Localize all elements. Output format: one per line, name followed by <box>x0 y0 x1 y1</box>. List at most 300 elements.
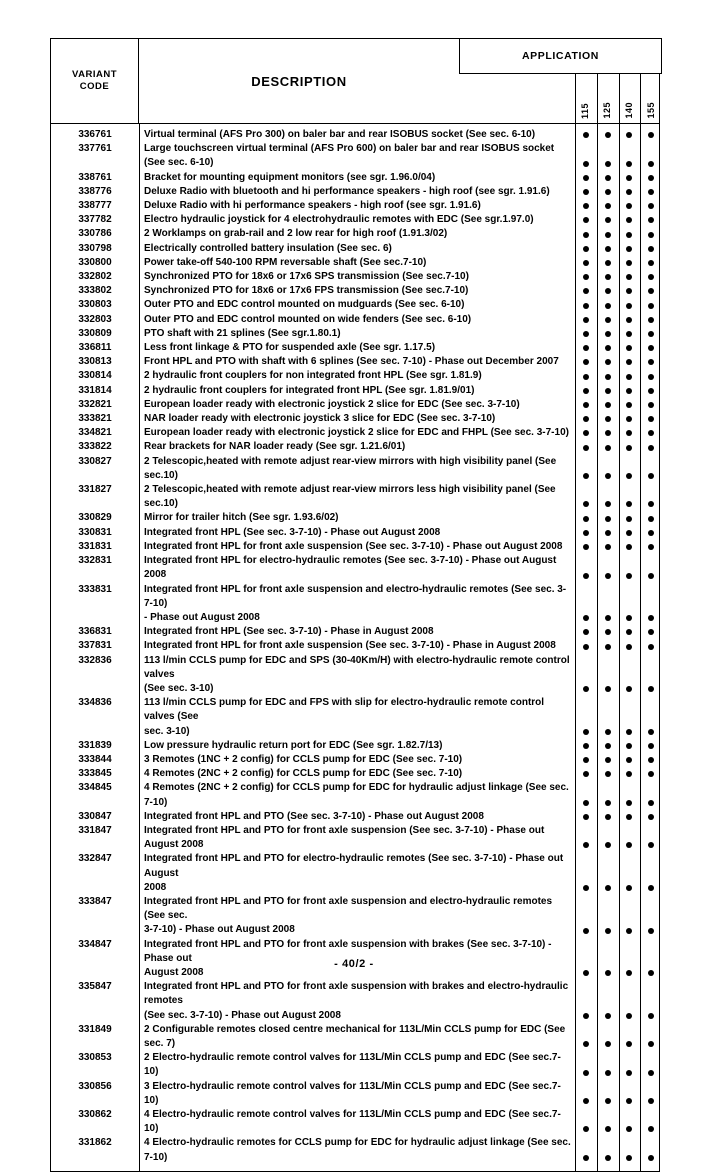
application-cell-125 <box>597 1080 619 1108</box>
filled-dot-icon <box>648 232 654 238</box>
variant-code-cell: 333821 <box>78 413 112 425</box>
application-cell-140 <box>619 639 641 653</box>
application-cell-155 <box>640 426 662 440</box>
application-cell-140 <box>619 1108 641 1136</box>
filled-dot-icon <box>626 1070 632 1076</box>
filled-dot-icon <box>583 274 589 280</box>
variant-code-cell: 332831 <box>78 555 112 567</box>
application-cell-115 <box>575 242 597 256</box>
application-cell-125 <box>597 213 619 227</box>
application-cell-140 <box>619 128 641 142</box>
table-row <box>51 327 659 341</box>
filled-dot-icon <box>626 303 632 309</box>
description-cell <box>139 284 575 298</box>
filled-dot-icon <box>626 331 632 337</box>
application-cell-155 <box>640 852 662 895</box>
variant-code-cell: 333845 <box>78 768 112 780</box>
description-cell <box>139 625 575 639</box>
application-cell-125 <box>597 199 619 213</box>
filled-dot-icon <box>583 729 589 735</box>
table-header <box>51 39 659 124</box>
description-cell <box>139 824 575 852</box>
application-cells <box>575 171 662 185</box>
table-row <box>51 767 659 781</box>
application-cell-155 <box>640 483 662 511</box>
description-line: Front HPL and PTO with shaft with 6 splines (See sec. 7-10) - Phase out December 2007 <box>144 356 559 368</box>
table-row <box>51 412 659 426</box>
filled-dot-icon <box>626 402 632 408</box>
header-application-column-label: 125 <box>602 102 613 119</box>
application-cell-140 <box>619 199 641 213</box>
filled-dot-icon <box>648 217 654 223</box>
application-cell-140 <box>619 810 641 824</box>
description-line: Integrated front HPL for front axle suspension and electro-hydraulic remotes (See sec. 3-7-10) <box>144 583 567 609</box>
application-cell-140 <box>619 895 641 938</box>
application-cell-115 <box>575 980 597 1023</box>
filled-dot-icon <box>648 1070 654 1076</box>
description-line: NAR loader ready with electronic joystick 3 slice for EDC (See sec. 3-7-10) <box>144 413 496 425</box>
application-cells <box>575 455 662 483</box>
application-cells <box>575 639 662 653</box>
application-cell-115 <box>575 1051 597 1079</box>
application-cells <box>575 384 662 398</box>
variant-code-cell: 331827 <box>78 484 112 496</box>
application-cell-155 <box>640 412 662 426</box>
description-line: 2 Telescopic,heated with remote adjust rear-view mirrors with high visibility panel (See sec.10) <box>144 455 557 481</box>
description-cell <box>139 583 575 626</box>
description-line: (See sec. 3-10) <box>144 682 214 694</box>
filled-dot-icon <box>583 260 589 266</box>
application-cell-140 <box>619 355 641 369</box>
filled-dot-icon <box>648 203 654 209</box>
application-cell-115 <box>575 1023 597 1051</box>
description-line: (See sec. 3-7-10) - Phase out August 2008 <box>144 1009 341 1021</box>
description-cell <box>139 1051 575 1079</box>
variant-code-cell: 330786 <box>78 228 112 240</box>
filled-dot-icon <box>583 970 589 976</box>
description-line: European loader ready with electronic joystick 2 slice for EDC (See sec. 3-7-10) <box>144 398 520 410</box>
application-cells <box>575 852 662 895</box>
table-row <box>51 242 659 256</box>
filled-dot-icon <box>626 743 632 749</box>
application-cells <box>575 767 662 781</box>
variant-code-cell: 330809 <box>78 327 112 339</box>
table-row <box>51 199 659 213</box>
filled-dot-icon <box>605 132 611 138</box>
header-application-column-155 <box>640 74 662 123</box>
filled-dot-icon <box>626 317 632 323</box>
variant-code-cell: 335847 <box>78 981 112 993</box>
application-cells <box>575 142 662 170</box>
description-line: Synchronized PTO for 18x6 or 17x6 FPS transmission (See sec.7-10) <box>144 285 469 297</box>
description-cell <box>139 767 575 781</box>
description-line: Bracket for mounting equipment monitors (see sgr. 1.96.0/04) <box>144 171 436 183</box>
description-cell <box>139 781 575 809</box>
application-cell-155 <box>640 227 662 241</box>
application-cells <box>575 1136 662 1164</box>
application-cell-125 <box>597 142 619 170</box>
description-line: 4 Remotes (2NC + 2 config) for CCLS pump for EDC for hydraulic adjust linkage (See sec. 7-10) <box>144 782 569 808</box>
table-row <box>51 185 659 199</box>
application-cell-140 <box>619 327 641 341</box>
description-line: 2 hydraulic front couplers for integrated front HPL (See sgr. 1.81.9/01) <box>144 384 475 396</box>
filled-dot-icon <box>648 629 654 635</box>
filled-dot-icon <box>648 729 654 735</box>
filled-dot-icon <box>605 928 611 934</box>
description-cell <box>139 341 575 355</box>
application-cells <box>575 753 662 767</box>
header-application-columns <box>575 74 662 123</box>
filled-dot-icon <box>648 644 654 650</box>
application-cell-155 <box>640 128 662 142</box>
application-cell-125 <box>597 298 619 312</box>
filled-dot-icon <box>605 331 611 337</box>
filled-dot-icon <box>583 757 589 763</box>
filled-dot-icon <box>626 445 632 451</box>
filled-dot-icon <box>648 402 654 408</box>
application-cell-140 <box>619 412 641 426</box>
application-cell-140 <box>619 341 641 355</box>
filled-dot-icon <box>626 274 632 280</box>
application-cell-155 <box>640 554 662 582</box>
filled-dot-icon <box>605 814 611 820</box>
application-cell-115 <box>575 654 597 697</box>
variant-code-cell: 334821 <box>78 427 112 439</box>
application-cell-115 <box>575 398 597 412</box>
application-cells <box>575 824 662 852</box>
filled-dot-icon <box>626 430 632 436</box>
application-cells <box>575 242 662 256</box>
header-application-box <box>459 38 662 74</box>
description-cell <box>139 242 575 256</box>
application-cell-125 <box>597 810 619 824</box>
application-cell-155 <box>640 696 662 739</box>
filled-dot-icon <box>583 232 589 238</box>
filled-dot-icon <box>648 771 654 777</box>
description-line: Mirror for trailer hitch (See sgr. 1.93.6/02) <box>144 512 339 524</box>
description-line: Low pressure hydraulic return port for EDC (See sgr. 1.82.7/13) <box>144 739 443 751</box>
table-row <box>51 341 659 355</box>
description-line: 113 l/min CCLS pump for EDC and FPS with slip for electro-hydraulic remote control valves (See <box>144 697 545 723</box>
table-row <box>51 540 659 554</box>
table-row <box>51 554 659 582</box>
description-cell <box>139 199 575 213</box>
description-line: (See sec. 6-10) <box>144 157 214 169</box>
variant-code-cell: 330829 <box>78 512 112 524</box>
description-cell <box>139 398 575 412</box>
application-cell-115 <box>575 511 597 525</box>
filled-dot-icon <box>626 260 632 266</box>
filled-dot-icon <box>626 175 632 181</box>
variant-code-cell: 332847 <box>78 853 112 865</box>
table-row <box>51 625 659 639</box>
application-cell-125 <box>597 753 619 767</box>
application-cell-155 <box>640 1051 662 1079</box>
application-cell-140 <box>619 313 641 327</box>
application-cell-125 <box>597 824 619 852</box>
filled-dot-icon <box>626 288 632 294</box>
header-application-column-140 <box>619 74 641 123</box>
filled-dot-icon <box>583 303 589 309</box>
application-cell-115 <box>575 227 597 241</box>
description-line: 4 Remotes (2NC + 2 config) for CCLS pump for EDC (See sec. 7-10) <box>144 768 463 780</box>
filled-dot-icon <box>583 1098 589 1104</box>
filled-dot-icon <box>626 516 632 522</box>
application-cell-115 <box>575 1080 597 1108</box>
filled-dot-icon <box>626 232 632 238</box>
filled-dot-icon <box>583 573 589 579</box>
table-row <box>51 398 659 412</box>
table-row <box>51 313 659 327</box>
description-cell <box>139 327 575 341</box>
filled-dot-icon <box>605 189 611 195</box>
description-line: Deluxe Radio with bluetooth and hi performance speakers - high roof (see sgr. 1.91.6) <box>144 185 550 197</box>
filled-dot-icon <box>605 644 611 650</box>
application-cell-115 <box>575 753 597 767</box>
table-row <box>51 142 659 170</box>
description-cell <box>139 256 575 270</box>
description-line: 2 Telescopic,heated with remote adjust rear-view mirrors less high visibility panel (See sec.10) <box>144 484 556 510</box>
description-line: Virtual terminal (AFS Pro 300) on baler bar and rear ISOBUS socket (See sec. 6-10) <box>144 129 536 140</box>
application-cell-115 <box>575 767 597 781</box>
filled-dot-icon <box>626 629 632 635</box>
filled-dot-icon <box>648 928 654 934</box>
filled-dot-icon <box>648 175 654 181</box>
variant-code-cell: 330814 <box>78 370 112 382</box>
application-cell-140 <box>619 554 641 582</box>
filled-dot-icon <box>605 246 611 252</box>
filled-dot-icon <box>648 615 654 621</box>
filled-dot-icon <box>626 217 632 223</box>
filled-dot-icon <box>605 203 611 209</box>
filled-dot-icon <box>626 615 632 621</box>
application-cell-115 <box>575 739 597 753</box>
application-cell-125 <box>597 696 619 739</box>
table-row <box>51 739 659 753</box>
application-cell-115 <box>575 213 597 227</box>
application-cell-140 <box>619 256 641 270</box>
filled-dot-icon <box>626 800 632 806</box>
description-line: Integrated front HPL and PTO for front axle suspension (See sec. 3-7-10) - Phase out August 2008 <box>144 824 545 851</box>
filled-dot-icon <box>648 1155 654 1161</box>
description-cell <box>139 654 575 697</box>
application-cell-155 <box>640 1023 662 1051</box>
filled-dot-icon <box>605 544 611 550</box>
application-cell-125 <box>597 185 619 199</box>
application-cell-140 <box>619 1023 641 1051</box>
application-cell-125 <box>597 355 619 369</box>
application-cells <box>575 213 662 227</box>
filled-dot-icon <box>605 1013 611 1019</box>
application-cell-125 <box>597 426 619 440</box>
description-cell <box>139 171 575 185</box>
filled-dot-icon <box>648 374 654 380</box>
filled-dot-icon <box>626 416 632 422</box>
description-cell <box>139 355 575 369</box>
application-cell-140 <box>619 185 641 199</box>
filled-dot-icon <box>648 743 654 749</box>
variant-code-cell: 330800 <box>78 256 112 268</box>
application-cell-155 <box>640 171 662 185</box>
filled-dot-icon <box>648 516 654 522</box>
application-cell-140 <box>619 540 641 554</box>
application-cell-155 <box>640 199 662 213</box>
application-cell-115 <box>575 1136 597 1164</box>
filled-dot-icon <box>605 501 611 507</box>
filled-dot-icon <box>605 686 611 692</box>
application-cell-125 <box>597 284 619 298</box>
filled-dot-icon <box>583 885 589 891</box>
description-cell <box>139 298 575 312</box>
application-cell-115 <box>575 313 597 327</box>
application-cell-115 <box>575 426 597 440</box>
table-row <box>51 810 659 824</box>
application-cell-155 <box>640 1136 662 1164</box>
application-cell-155 <box>640 810 662 824</box>
description-cell <box>139 455 575 483</box>
application-cell-140 <box>619 739 641 753</box>
table-row <box>51 455 659 483</box>
application-cell-155 <box>640 142 662 170</box>
application-cells <box>575 483 662 511</box>
application-cell-115 <box>575 1108 597 1136</box>
table-row <box>51 128 659 142</box>
application-cells <box>575 554 662 582</box>
variant-code-cell: 330847 <box>78 810 112 822</box>
variant-code-cell: 333831 <box>78 583 112 595</box>
filled-dot-icon <box>626 388 632 394</box>
description-cell <box>139 384 575 398</box>
application-cell-155 <box>640 895 662 938</box>
application-cell-155 <box>640 1108 662 1136</box>
filled-dot-icon <box>583 388 589 394</box>
table-row <box>51 256 659 270</box>
application-cell-125 <box>597 554 619 582</box>
application-cell-155 <box>640 455 662 483</box>
application-cell-115 <box>575 369 597 383</box>
application-cell-155 <box>640 284 662 298</box>
filled-dot-icon <box>605 885 611 891</box>
application-cell-140 <box>619 426 641 440</box>
filled-dot-icon <box>583 629 589 635</box>
description-line: Outer PTO and EDC control mounted on wide fenders (See sec. 6-10) <box>144 313 472 325</box>
filled-dot-icon <box>605 274 611 280</box>
variant-code-cell: 332821 <box>78 398 112 410</box>
application-cell-125 <box>597 583 619 626</box>
table-row <box>51 824 659 852</box>
variant-code-cell: 331849 <box>78 1023 112 1035</box>
application-cell-140 <box>619 227 641 241</box>
filled-dot-icon <box>626 374 632 380</box>
table-row <box>51 227 659 241</box>
variant-code-cell: 331839 <box>78 739 112 751</box>
variant-code-cell: 332836 <box>78 654 112 666</box>
application-cell-155 <box>640 384 662 398</box>
application-cell-155 <box>640 654 662 697</box>
filled-dot-icon <box>583 189 589 195</box>
application-cell-140 <box>619 625 641 639</box>
filled-dot-icon <box>583 1070 589 1076</box>
filled-dot-icon <box>605 516 611 522</box>
application-cell-115 <box>575 185 597 199</box>
filled-dot-icon <box>648 842 654 848</box>
filled-dot-icon <box>626 686 632 692</box>
application-cells <box>575 980 662 1023</box>
description-line: 4 Electro-hydraulic remotes for CCLS pump for EDC for hydraulic adjust linkage (See sec. 7-10) <box>144 1137 571 1163</box>
application-cells <box>575 270 662 284</box>
application-cell-125 <box>597 526 619 540</box>
application-cell-115 <box>575 128 597 142</box>
application-cell-115 <box>575 625 597 639</box>
variant-code-cell: 331831 <box>78 540 112 552</box>
application-cell-115 <box>575 256 597 270</box>
filled-dot-icon <box>605 729 611 735</box>
filled-dot-icon <box>583 416 589 422</box>
filled-dot-icon <box>605 970 611 976</box>
table-row <box>51 369 659 383</box>
header-variant-code-line1: VARIANT <box>71 69 118 81</box>
application-cell-115 <box>575 824 597 852</box>
filled-dot-icon <box>648 1098 654 1104</box>
filled-dot-icon <box>605 416 611 422</box>
application-cell-140 <box>619 284 641 298</box>
table-body <box>51 124 659 1171</box>
application-cells <box>575 227 662 241</box>
application-cell-140 <box>619 526 641 540</box>
filled-dot-icon <box>648 1041 654 1047</box>
variant-code-cell: 338776 <box>78 185 112 197</box>
application-cell-115 <box>575 199 597 213</box>
application-cell-115 <box>575 455 597 483</box>
application-cells <box>575 313 662 327</box>
application-cell-125 <box>597 1108 619 1136</box>
application-cell-115 <box>575 483 597 511</box>
application-cell-140 <box>619 767 641 781</box>
filled-dot-icon <box>605 615 611 621</box>
filled-dot-icon <box>626 501 632 507</box>
application-cell-155 <box>640 583 662 626</box>
filled-dot-icon <box>648 501 654 507</box>
filled-dot-icon <box>626 544 632 550</box>
description-cell <box>139 213 575 227</box>
filled-dot-icon <box>626 771 632 777</box>
description-cell <box>139 369 575 383</box>
application-cell-140 <box>619 852 641 895</box>
filled-dot-icon <box>583 402 589 408</box>
application-cell-155 <box>640 341 662 355</box>
filled-dot-icon <box>605 743 611 749</box>
filled-dot-icon <box>626 729 632 735</box>
table-row <box>51 1136 659 1164</box>
application-cells <box>575 654 662 697</box>
application-cell-155 <box>640 355 662 369</box>
filled-dot-icon <box>605 530 611 536</box>
application-cell-155 <box>640 369 662 383</box>
description-line: Synchronized PTO for 18x6 or 17x6 SPS transmission (See sec.7-10) <box>144 271 469 283</box>
table-row <box>51 213 659 227</box>
description-cell <box>139 696 575 739</box>
application-cell-155 <box>640 625 662 639</box>
description-cell <box>139 980 575 1023</box>
application-cell-140 <box>619 213 641 227</box>
description-line: August 2008 <box>144 966 204 978</box>
application-cell-140 <box>619 654 641 697</box>
table-row <box>51 284 659 298</box>
application-cell-140 <box>619 384 641 398</box>
application-cell-155 <box>640 440 662 454</box>
description-line: Deluxe Radio with hi performance speakers - high roof (see sgr. 1.91.6) <box>144 200 481 212</box>
description-line: Integrated front HPL and PTO for electro-hydraulic remotes (See sec. 3-7-10) - Phase out August <box>144 853 564 879</box>
